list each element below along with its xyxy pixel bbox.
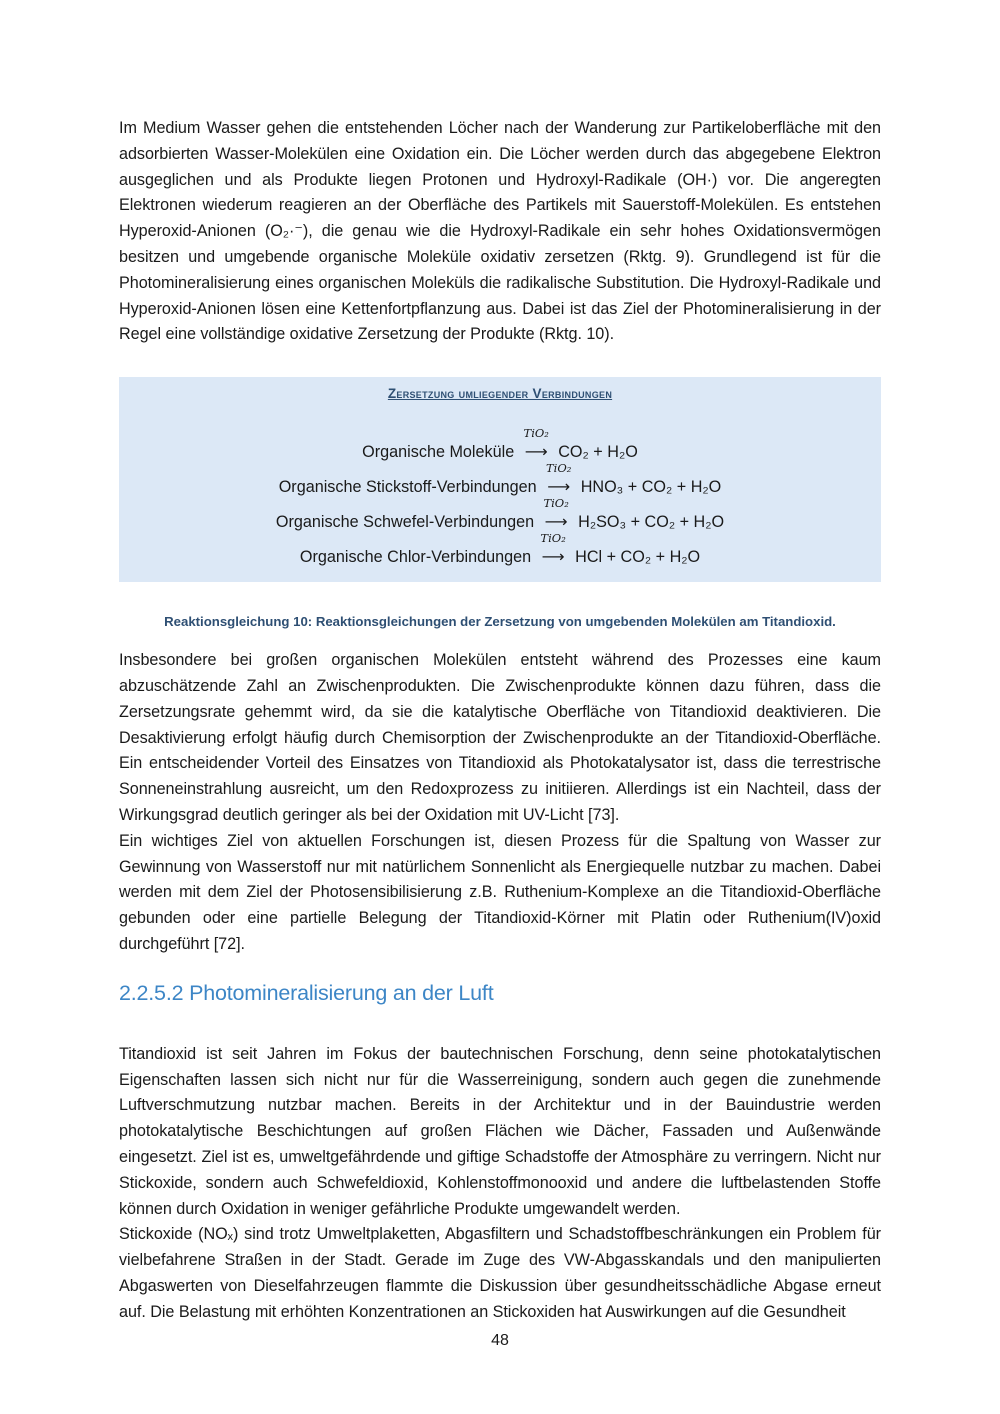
reaction-arrow bbox=[537, 531, 569, 568]
paragraph-nox: Stickoxide (NOₓ) sind trotz Umweltplaketten, Abgasfiltern und Schadstoffbeschränkungen ein Problem für vielbefahrene Straßen in der Stadt. Gerade im Zuge des VW-Abgasskandals und den manipulierten Abgaswerten von Dieselfahrzeugen flammte die Diskussion über gesundheitsschädliche Abgase erneut auf. Die Belastung mit erhöhten Konzentrationen an Stickoxiden hat Auswirkungen auf die Gesundheit bbox=[119, 1225, 881, 1321]
reactant: Organische Chlor-Verbindungen bbox=[299, 548, 532, 567]
page-body bbox=[119, 116, 881, 1326]
arrow-glyph: ⟶ bbox=[541, 547, 565, 567]
figure-caption: Reaktionsgleichung 10: Reaktionsgleichungen der Zersetzung von umgebenden Molekülen am Titandioxid. bbox=[164, 614, 836, 630]
reaction-box bbox=[119, 377, 881, 582]
page-number: 48 bbox=[491, 1332, 509, 1349]
product: H₂SO₃ + CO₂ + H₂O bbox=[578, 513, 725, 532]
section-heading: 2.2.5.2 Photomineralisierung an der Luft bbox=[119, 980, 494, 1005]
catalyst-label: TiO₂ bbox=[543, 496, 569, 511]
reaction-arrow bbox=[543, 461, 575, 498]
arrow-glyph: ⟶ bbox=[547, 477, 571, 497]
reactant: Organische Schwefel-Verbindungen bbox=[275, 513, 535, 532]
reaction-arrow bbox=[540, 496, 572, 533]
reaction-line bbox=[119, 531, 881, 568]
paragraph-intermediates: Insbesondere bei großen organischen Molekülen entsteht während des Prozesses eine kaum abzuschätzende Zahl an Zwischenprodukten. Die Zwischenprodukte können dazu führen, dass die Zersetzungsrate gehemmt wird, da sie die katalytische Oberfläche von Titandioxid deaktivieren. Die Desaktivierung erfolgt häufig durch Chemisorption der Zwischenprodukte an der Titandioxid-Oberfläche. Ein entscheidender Vorteil des Einsatzes von Titandioxid als Photokatalysator ist, dass die terrestrische Sonneneinstrahlung ausreicht, um den Redoxprozess zu initiieren. Allerdings ist ein Nachteil, dass der Wirkungsgrad deutlich geringer als bei der Oxidation mit UV-Licht [73]. bbox=[119, 651, 881, 824]
reaction-line bbox=[119, 426, 881, 463]
catalyst-label: TiO₂ bbox=[523, 426, 549, 441]
reactant: Organische Moleküle bbox=[362, 443, 515, 462]
reaction-line bbox=[119, 461, 881, 498]
product: CO₂ + H₂O bbox=[558, 443, 638, 462]
catalyst-label: TiO₂ bbox=[545, 461, 572, 476]
arrow-glyph: ⟶ bbox=[544, 512, 568, 532]
catalyst-label: TiO₂ bbox=[540, 531, 566, 546]
reactant: Organische Stickstoff-Verbindungen bbox=[278, 478, 537, 497]
paragraph-research: Ein wichtiges Ziel von aktuellen Forschungen ist, diesen Prozess für die Spaltung von Wasser zur Gewinnung von Wasserstoff nur mit natürlichem Sonnenlicht als Energiequelle nutzbar zu machen. Dabei werden mit dem Ziel der Photosensibilisierung z.B. Ruthenium-Komplexe an die Titandioxid-Oberfläche gebunden oder eine partielle Belegung der Titandioxid-Körner mit Platin oder Ruthenium(IV)oxid durchgeführt [72]. bbox=[119, 831, 881, 953]
product: HCl + CO₂ + H₂O bbox=[575, 548, 701, 567]
reaction-line bbox=[119, 496, 881, 533]
paragraph-intro: Im Medium Wasser gehen die entstehenden Löcher nach der Wanderung zur Partikeloberfläche mit den adsorbierten Wasser-Molekülen eine Oxidation ein. Die Löcher werden durch das abgegebene Elektron ausgeglichen und als Produkte liegen Protonen und Hydroxyl-Radikale (OH·) vor. Die angeregten Elektronen wiederum reagieren an der Oberfläche des Partikels mit Sauerstoff-Molekülen. Es entstehen Hyperoxid-Anionen (O₂·⁻), die genau wie die Hydroxyl-Radikale ein sehr hohes Oxidationsvermögen besitzen und umgebende organische Moleküle oxidativ zersetzen (Rktg. 9). Grundlegend ist für die Photomineralisierung eines organischen Moleküls die radikalische Substitution. Die Hydroxyl-Radikale und Hyperoxid-Anionen lösen eine Kettenfortpflanzung aus. Dabei ist das Ziel der Photomineralisierung in der Regel eine vollständige oxidative Zersetzung der Produkte (Rktg. 10). bbox=[119, 119, 881, 344]
reaction-box-title: Zersetzung umliegender Verbindungen bbox=[387, 386, 613, 402]
paragraph-air: Titandioxid ist seit Jahren im Fokus der bautechnischen Forschung, denn seine photokatalytischen Eigenschaften lassen sich nicht nur für die Wasserreinigung, sondern auch gegen die zunehmende Luftverschmutzung nutzbar machen. Bereits in der Architektur und in der Bauindustrie werden photokatalytische Beschichtungen auf großen Flächen wie Dächer, Fassaden und Außenwände eingesetzt. Ziel ist es, umweltgefährdende und giftige Schadstoffe der Atmosphäre zu verringern. Nicht nur Stickoxide, sondern auch Schwefeldioxid, Kohlenstoffmonooxid und andere die luftbelastenden Stoffe können durch Oxidation in weniger gefährliche Produkte umgewandelt werden. bbox=[119, 1044, 881, 1218]
arrow-glyph: ⟶ bbox=[524, 442, 548, 462]
product: HNO₃ + CO₂ + H₂O bbox=[580, 478, 722, 497]
reaction-arrow bbox=[520, 426, 552, 463]
